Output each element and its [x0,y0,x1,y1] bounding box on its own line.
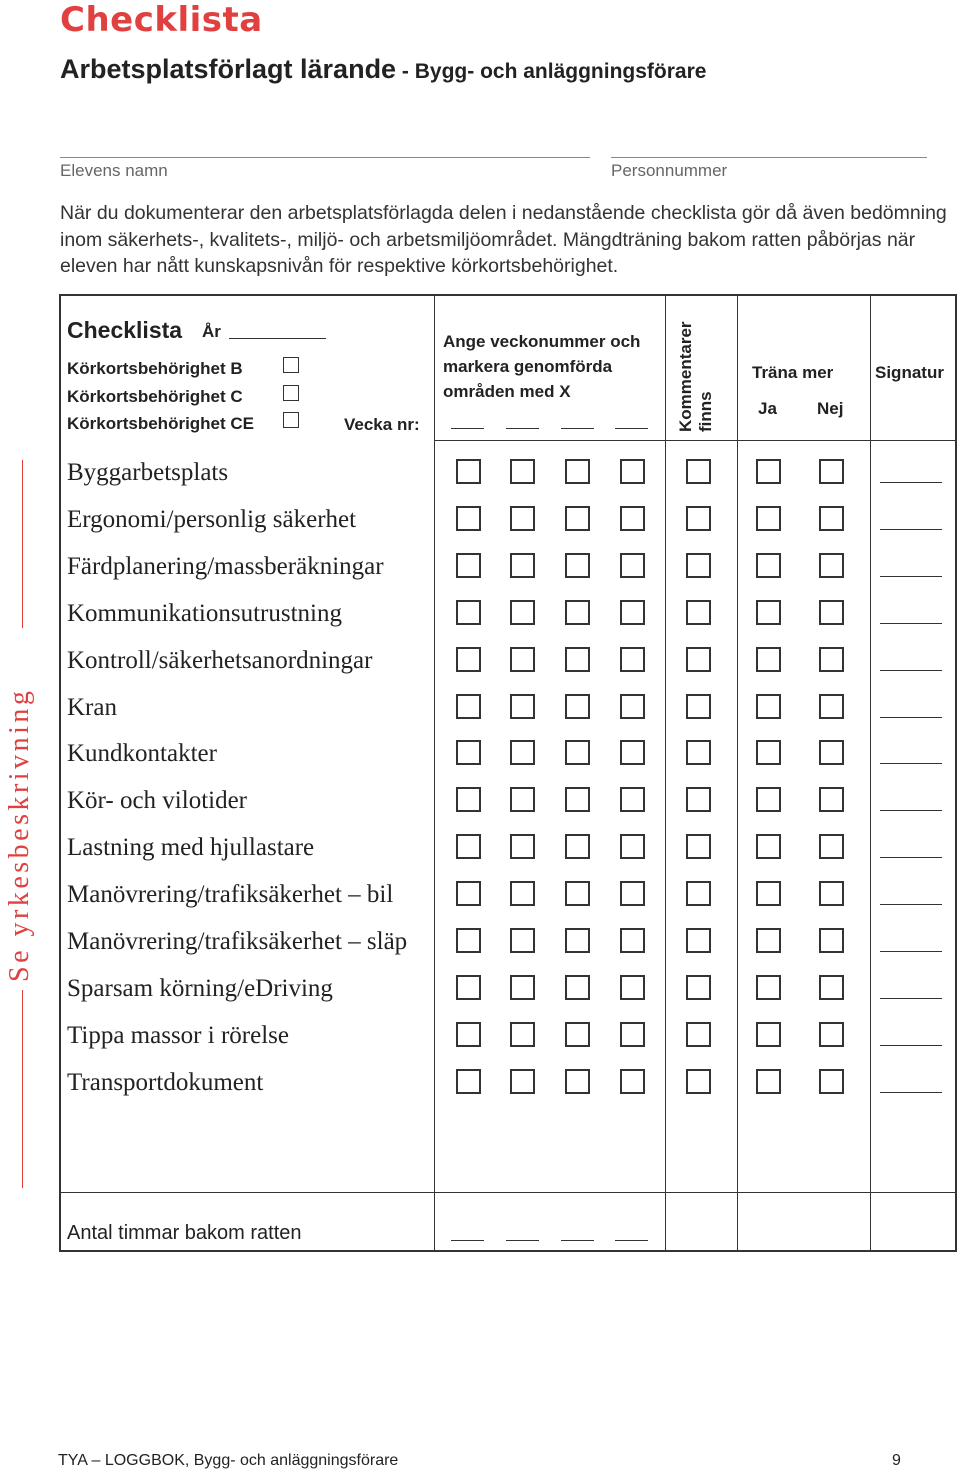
week-1-checkbox[interactable] [456,1069,481,1094]
practice-yes-checkbox[interactable] [756,787,781,812]
week-4-checkbox[interactable] [620,975,645,1000]
week-3-checkbox[interactable] [565,928,590,953]
practice-no-checkbox[interactable] [819,787,844,812]
comments-checkbox[interactable] [686,740,711,765]
checklist-item-label: Tippa massor i rörelse [67,1021,289,1049]
week-2-checkbox[interactable] [510,506,535,531]
practice-no-checkbox[interactable] [819,928,844,953]
student-name-line[interactable] [60,157,590,158]
checklist-item-label: Ergonomi/personlig säkerhet [67,505,357,533]
license-b-checkbox[interactable] [283,357,299,373]
comments-heading [676,312,716,432]
week-2-checkbox[interactable] [510,459,535,484]
week-4-checkbox[interactable] [620,553,645,578]
week-3-checkbox[interactable] [565,975,590,1000]
signature-field[interactable] [880,904,942,905]
week-number-field-2[interactable] [506,428,539,429]
signature-field[interactable] [880,623,942,624]
practice-yes-checkbox[interactable] [756,553,781,578]
signature-field[interactable] [880,670,942,671]
week-3-checkbox[interactable] [565,787,590,812]
practice-no-checkbox[interactable] [819,600,844,625]
comments-checkbox[interactable] [686,694,711,719]
practice-yes-checkbox[interactable] [756,694,781,719]
practice-no-checkbox[interactable] [819,1069,844,1094]
week-instruction: Ange veckonummer och markera genomförda områden med X [443,332,641,401]
personal-number-line[interactable] [611,157,927,158]
week-1-checkbox[interactable] [456,787,481,812]
signature-field[interactable] [880,998,942,999]
week-1-checkbox[interactable] [456,600,481,625]
year-field[interactable] [229,338,326,339]
week-4-checkbox[interactable] [620,1022,645,1047]
comments-checkbox[interactable] [686,1069,711,1094]
week-label: Vecka nr: [344,415,420,434]
week-3-checkbox[interactable] [565,600,590,625]
week-1-checkbox[interactable] [456,459,481,484]
subtitle-separator: - [396,60,415,83]
license-c-checkbox[interactable] [283,385,299,401]
week-3-checkbox[interactable] [565,553,590,578]
comments-heading-text: Kommentarer finns [676,321,715,432]
checklist-item-label: Kran [67,693,117,721]
week-4-checkbox[interactable] [620,787,645,812]
signature-field[interactable] [880,810,942,811]
week-3-checkbox[interactable] [565,881,590,906]
comments-checkbox[interactable] [686,506,711,531]
student-name-label: Elevens namn [60,161,168,180]
practice-no-checkbox[interactable] [819,1022,844,1047]
column-divider [737,294,738,1252]
week-1-checkbox[interactable] [456,928,481,953]
practice-yes-checkbox[interactable] [756,740,781,765]
signature-field[interactable] [880,529,942,530]
comments-checkbox[interactable] [686,975,711,1000]
comments-checkbox[interactable] [686,553,711,578]
checklist-table [59,294,957,1252]
comments-checkbox[interactable] [686,1022,711,1047]
subtitle-main: Arbetsplatsförlagt lärande [60,54,397,84]
comments-checkbox[interactable] [686,787,711,812]
week-1-checkbox[interactable] [456,881,481,906]
intro-text: När du dokumenterar den arbetsplatsförlagda delen i nedanstående checklista gör då även bedömning inom säkerhets-, kvalitets-, miljö- och arbetsmiljöområdet. Mängdträning bakom ratten påbörjas när eleven har nått kunskapsnivån för respektive körkortsbehörighet. [60,202,947,277]
week-3-checkbox[interactable] [565,694,590,719]
week-number-field-3[interactable] [561,428,594,429]
comments-checkbox[interactable] [686,647,711,672]
week-number-field-4[interactable] [615,428,648,429]
subtitle-program: Bygg- och anläggningsförare [414,60,707,83]
week-2-checkbox[interactable] [510,881,535,906]
practice-yes-checkbox[interactable] [756,834,781,859]
checklist-item-label: Sparsam körning/eDriving [67,974,333,1002]
practice-yes-checkbox[interactable] [756,600,781,625]
signature-field[interactable] [880,951,942,952]
hours-field-3[interactable] [561,1240,594,1241]
week-3-checkbox[interactable] [565,740,590,765]
checklist-item-label: Färdplanering/massberäkningar [67,552,384,580]
week-number-field-1[interactable] [451,428,484,429]
no-heading: Nej [817,399,844,418]
week-2-checkbox[interactable] [510,647,535,672]
side-line-bottom [22,990,23,1188]
week-2-checkbox[interactable] [510,928,535,953]
week-3-checkbox[interactable] [565,1022,590,1047]
week-3-checkbox[interactable] [565,459,590,484]
week-4-checkbox[interactable] [620,834,645,859]
week-4-checkbox[interactable] [620,459,645,484]
week-2-checkbox[interactable] [510,1069,535,1094]
week-3-checkbox[interactable] [565,506,590,531]
week-1-checkbox[interactable] [456,553,481,578]
footer-divider [59,1192,957,1193]
page-number: 9 [892,1452,901,1469]
page-title: Checklista [60,0,263,40]
checklist-item-label: Transportdokument [67,1068,264,1096]
checklist-item-label: Manövrering/trafiksäkerhet – bil [67,881,394,909]
checklist-item-label: Kör- och vilotider [67,787,248,815]
comments-checkbox[interactable] [686,459,711,484]
week-4-checkbox[interactable] [620,647,645,672]
practice-yes-checkbox[interactable] [756,1069,781,1094]
comments-checkbox[interactable] [686,881,711,906]
hours-label: Antal timmar bakom ratten [67,1222,302,1244]
week-2-checkbox[interactable] [510,1022,535,1047]
practice-yes-checkbox[interactable] [756,928,781,953]
checklist-item-label: Kommunikationsutrustning [67,599,342,627]
practice-yes-checkbox[interactable] [756,881,781,906]
practice-no-checkbox[interactable] [819,834,844,859]
week-4-checkbox[interactable] [620,881,645,906]
week-2-checkbox[interactable] [510,834,535,859]
practice-more-heading: Träna mer [752,363,834,382]
column-divider [665,294,666,1252]
week-1-checkbox[interactable] [456,506,481,531]
week-2-checkbox[interactable] [510,694,535,719]
hours-field-2[interactable] [506,1240,539,1241]
comments-checkbox[interactable] [686,600,711,625]
week-2-checkbox[interactable] [510,600,535,625]
license-ce-label: Körkortsbehörighet CE [67,414,255,433]
signature-field[interactable] [880,857,942,858]
week-4-checkbox[interactable] [620,740,645,765]
year-label: År [202,322,221,341]
week-1-checkbox[interactable] [456,694,481,719]
practice-no-checkbox[interactable] [819,740,844,765]
week-2-checkbox[interactable] [510,740,535,765]
checklist-item-label: Manövrering/trafiksäkerhet – släp [67,928,408,955]
week-3-checkbox[interactable] [565,834,590,859]
week-4-checkbox[interactable] [620,928,645,953]
header-divider [434,440,957,441]
practice-yes-checkbox[interactable] [756,459,781,484]
hours-field-1[interactable] [451,1240,484,1241]
practice-no-checkbox[interactable] [819,553,844,578]
signature-field[interactable] [880,576,942,577]
checklist-item-label: Lastning med hjullastare [67,834,315,862]
license-ce-checkbox[interactable] [283,412,299,428]
week-4-checkbox[interactable] [620,600,645,625]
column-divider [434,294,435,1252]
practice-no-checkbox[interactable] [819,881,844,906]
week-1-checkbox[interactable] [456,740,481,765]
license-b-label: Körkortsbehörighet B [67,359,243,378]
week-1-checkbox[interactable] [456,834,481,859]
week-4-checkbox[interactable] [620,506,645,531]
checklist-item-label: Kundkontakter [67,740,217,768]
week-2-checkbox[interactable] [510,975,535,1000]
week-1-checkbox[interactable] [456,975,481,1000]
practice-no-checkbox[interactable] [819,459,844,484]
practice-no-checkbox[interactable] [819,975,844,1000]
week-1-checkbox[interactable] [456,1022,481,1047]
signature-field[interactable] [880,1092,942,1093]
signature-field[interactable] [880,717,942,718]
week-4-checkbox[interactable] [620,1069,645,1094]
practice-yes-checkbox[interactable] [756,647,781,672]
yes-heading: Ja [758,399,777,418]
license-c-label: Körkortsbehörighet C [67,387,243,406]
signature-field[interactable] [880,482,942,483]
week-4-checkbox[interactable] [620,694,645,719]
comments-checkbox[interactable] [686,834,711,859]
week-3-checkbox[interactable] [565,1069,590,1094]
week-3-checkbox[interactable] [565,647,590,672]
table-checklist-heading: Checklista [67,317,183,343]
footer-text: TYA – LOGGBOK, Bygg- och anläggningsförare [58,1452,399,1469]
practice-no-checkbox[interactable] [819,694,844,719]
comments-checkbox[interactable] [686,928,711,953]
side-line-top [22,460,23,628]
week-2-checkbox[interactable] [510,553,535,578]
practice-yes-checkbox[interactable] [756,506,781,531]
signature-field[interactable] [880,1045,942,1046]
checklist-item-label: Byggarbetsplats [67,459,229,486]
hours-field-4[interactable] [615,1240,648,1241]
column-divider [870,294,871,1252]
week-2-checkbox[interactable] [510,787,535,812]
practice-yes-checkbox[interactable] [756,1022,781,1047]
side-label: Se yrkesbeskrivning [4,687,35,982]
page-subtitle [60,54,706,85]
signature-field[interactable] [880,763,942,764]
signature-heading: Signatur [875,363,944,382]
personal-number-label: Personnummer [611,161,728,180]
practice-no-checkbox[interactable] [819,506,844,531]
practice-yes-checkbox[interactable] [756,975,781,1000]
week-1-checkbox[interactable] [456,647,481,672]
checklist-item-label: Kontroll/säkerhetsanordningar [67,646,373,674]
practice-no-checkbox[interactable] [819,647,844,672]
